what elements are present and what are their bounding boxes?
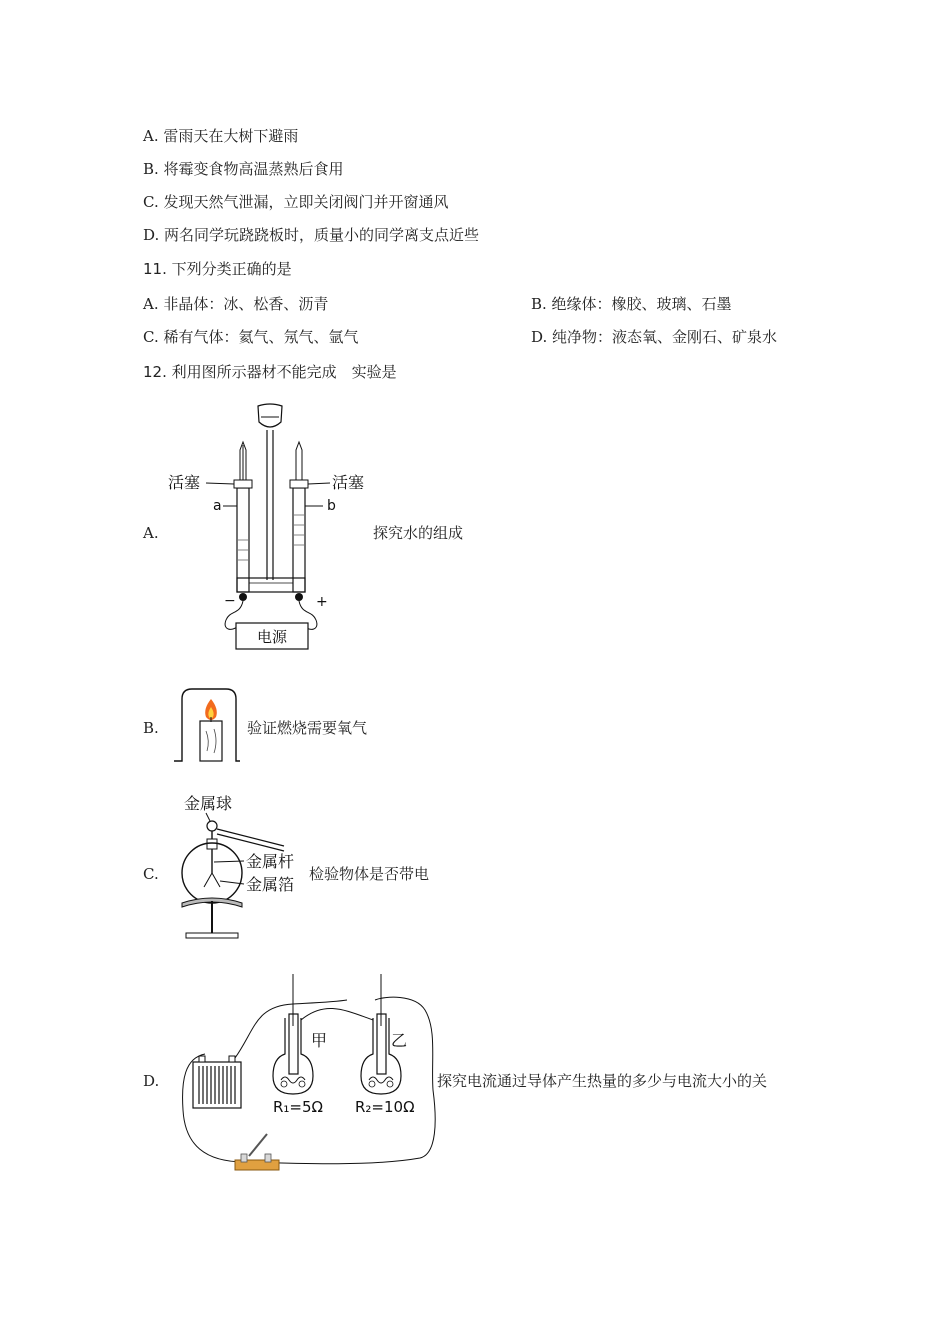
q10-option-b: B. 将霉变食物高温蒸熟后食用 [143, 160, 344, 178]
q10-option-a: A. 雷雨天在大树下避雨 [143, 127, 299, 145]
metal-foil-label: 金属箔 [246, 875, 295, 894]
q10-option-d: D. 两名同学玩跷跷板时，质量小的同学离支点近些 [143, 226, 480, 244]
electrolysis-apparatus-figure [160, 400, 380, 660]
candle-in-jar-figure [170, 685, 242, 765]
flask-yi-label: 乙 [391, 1031, 408, 1050]
metal-ball-label: 金属球 [184, 794, 233, 813]
q11-option-c: C. 稀有气体：氦气、氖气、氩气 [143, 328, 359, 346]
q11-option-a: A. 非晶体：冰、松香、沥青 [143, 295, 329, 313]
q12-b-letter: B. [143, 719, 159, 737]
tube-a-label: a [213, 498, 222, 514]
stopcock-right-label: 活塞 [332, 473, 365, 492]
electroscope-figure [170, 785, 310, 945]
q12-c-letter: C. [143, 865, 159, 883]
metal-rod-label: 金属杆 [246, 852, 295, 871]
q11-option-b: B. 绝缘体：橡胶、玻璃、石墨 [531, 295, 732, 313]
stopcock-left-label: 活塞 [168, 473, 201, 492]
q12-a-letter: A. [143, 524, 159, 542]
q12-d-letter: D. [143, 1072, 160, 1090]
q12-c-text: 检验物体是否带电 [309, 865, 430, 883]
q12-a-text: 探究水的组成 [373, 524, 464, 542]
minus-sign: − [224, 593, 236, 609]
flask-jia-label: 甲 [311, 1031, 328, 1050]
q10-option-c: C. 发现天然气泄漏，立即关闭阀门并开窗通风 [143, 193, 449, 211]
q11-stem: 11. 下列分类正确的是 [143, 260, 292, 278]
tube-b-label: b [327, 498, 336, 514]
q12-b-text: 验证燃烧需要氧气 [247, 719, 368, 737]
r1-label: R₁=5Ω [273, 1098, 324, 1116]
q12-stem: 12. 利用图所示器材不能完成 实验是 [143, 363, 397, 381]
r2-label: R₂=10Ω [355, 1098, 415, 1116]
heating-circuit-figure [175, 970, 440, 1180]
power-supply-label: 电源 [256, 628, 288, 646]
plus-sign: + [316, 594, 328, 610]
q12-d-text: 探究电流通过导体产生热量的多少与电流大小的关 [437, 1072, 768, 1090]
q11-option-d: D. 纯净物：液态氧、金刚石、矿泉水 [531, 328, 778, 346]
